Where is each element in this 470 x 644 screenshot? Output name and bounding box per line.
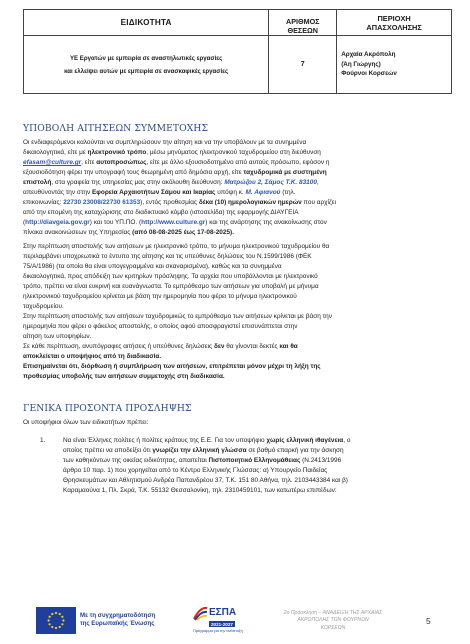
espa-tagline: Πρόγραμμα για την ανάπτυξη [193,629,243,633]
footer-note-line-3: ΚΟΡΣΕΩΝ [320,624,346,631]
header-area-l1: ΠΕΡΙΟΧΗ [377,13,411,23]
p1-line-10: πίνακα ανακοινώσεων της Υπηρεσίας (από 08-08-2025 έως 17-08-2025). [23,229,234,237]
p4-line-2: αποκλείεται ο υποψήφιος από τη διαδικασία. [23,353,162,361]
footer-note [280,610,386,632]
p1-line-9: (http://diavgeia.gov.gr) και του ΥΠ.ΠΟ. (http://www.culture.gr) και της ανάρτησης της ανακοίνωσης στον [23,219,327,227]
header-positions [269,10,337,36]
p2-line-3: 75/Α/1986) (τα οποία θα είναι υπογεγραμμένα και σκαναρισμένα), καθώς και τα συνημμένα [23,263,282,271]
p5-line-1: Επισημαίνεται ότι, διόρθωση ή συμπλήρωση των αιτήσεων, επιτρέπεται μόνον μέχρι τη λήξη της [23,363,321,370]
paragraph-corrections [23,362,449,382]
area-line-2: (Άη Γιώργης) [341,60,381,68]
list-item-body [63,436,449,496]
qualifications-intro [23,418,449,428]
p1-line-1: Οι ενδιαφερόμενοι καλούνται να συμπληρώσουν την αίτηση και να την υποβάλουν με τα συνημμένα [23,139,307,146]
p1-line-6: απευθύνοντάς την στην Εφορεία Αρχαιοτήτων Σάμου και Ικαρίας υπόψη κ. Μ. Αφιανού (τηλ. [23,189,296,197]
p1-line-4: εξουσιοδότηση φέρει την υπογραφή τους θεωρημένη από δημόσια αρχή, είτε ταχυδρομικά με συστημένη [23,169,327,177]
p3-line-3: αίτηση των υποψηφίων. [23,333,92,341]
espa-years: 2021-2027 [211,621,233,627]
page-number: 5 [426,616,431,626]
positions-table [23,9,452,94]
header-area-l2: ΑΠΑΣΧΟΛΗΣΗΣ [366,22,422,32]
p2-line-7: ταχυδρομείου. [23,303,64,311]
eu-flag-icon [36,607,76,634]
header-positions-l1: ΑΡΙΘΜΟΣ [286,17,320,26]
item-line-6: Καραμαούνα 1, Πλ. Σκρά, Τ.Κ. 55132 Θεσσαλονίκη, τηλ. 2310459101, των κατωτέρω επιπέδων: [63,487,337,495]
espa-logo [193,606,243,636]
specialty-line-2: και ελλείψει αυτών με εμπειρία σε ανασκαφικές εργασίες [64,67,229,75]
footer-note-line-2: ΑΚΡΟΠΟΛΗΣ ΤΩΝ ΦΟΥΡΝΩΝ [297,617,369,624]
p1-line-3: efasam@culture.gr, είτε αυτοπροσώπως, είτε με άλλο εξουσιοδοτημένο από αυτούς πρόσωπο, εφόσον η [23,159,330,167]
paragraph-postal-submission [23,312,449,342]
office-address: Ματρώζου 2, Σάμος Τ.Κ. 83100 [224,179,317,187]
paragraph-email-submission [23,242,449,312]
intro-line: Οι υποψήφιοι όλων των ειδικοτήτων πρέπει: [23,419,149,426]
p2-line-5: τρόπο, πρέπει να είναι ευκρινή και ευανάγνωστα. Το εμπρόθεσμο των αιτήσεων για υποβολή με μήνυμα [23,283,319,291]
espa-mark-icon [193,606,208,621]
page-footer [0,598,470,644]
paragraph-unsigned [23,342,449,362]
section-title-applications: ΥΠΟΒΟΛΗ ΑΙΤΗΣΕΩΝ ΣΥΜΜΕΤΟΧΗΣ [23,123,209,134]
p1-line-5: επιστολή, στα γραφεία της υπηρεσίας μας στην ακόλουθη διεύθυνση: Ματρώζου 2, Σάμος Τ.Κ. 83100, [23,179,319,187]
header-specialty: ΕΙΔΙΚΟΤΗΤΑ [24,10,269,36]
email-link[interactable]: efasam@culture.gr [23,159,82,167]
p5-line-2: προθεσμίας υποβολής των αιτήσεων συμμετοχής στη διαδικασία. [23,373,225,381]
list-item-number: 1. [40,437,46,444]
cell-specialty [24,36,269,94]
p2-line-6: ηλεκτρονικού ταχυδρομείου κρίνεται με βάση την ημερομηνία που φέρει το μήνυμα ηλεκτρονικού [23,293,297,301]
eu-stars-icon [36,607,76,634]
p2-line-4: δικαιολογητικά, προς απόδειξη των κριτηρίων πρόσληψης. Τα αρχεία που υποβάλλονται με ηλεκτρονικό [23,273,318,281]
p2-line-2: περιλαμβάνει υποχρεωτικά το έντυπο της αίτησης και τις υπεύθυνες δηλώσεις του Ν.1599/1986 (ΦΕΚ [23,253,312,261]
p1-line-2: δικαιολογητικά, είτε με ηλεκτρονικό τρόπο, μέσω μηνύματος ηλεκτρονικού ταχυδρομείου στη διεύθυνση [23,149,321,157]
p1-line-7: επικοινωνίας: 22730 23008/22730 61353), εντός προθεσμίας δέκα (10) ημερολογιακών ημερών που αρχίζει [23,199,337,207]
culture-link[interactable]: http://www.culture.gr [141,219,206,227]
p3-line-1: Στην περίπτωση αποστολής των αιτήσεων ταχυδρομικώς το εμπρόθεσμο των αιτήσεων κρίνεται με βάση την [23,313,332,320]
section-title-qualifications: ΓΕΝΙΚΑ ΠΡΟΣΟΝΤΑ ΠΡΟΣΛΗΨΗΣ [23,403,192,414]
item-line-1: Να είναι Έλληνες πολίτες ή πολίτες κράτους της Ε.Ε. Για τον υποψήφιο χωρίς ελληνική ιθαγένεια, ο [63,437,351,444]
espa-word: ΕΣΠΑ [209,607,237,618]
item-line-2: οποίος πρέπει να αποδείξει ότι γνωρίζει την ελληνική γλώσσα σε βαθμό επαρκή για την άσκηση [63,447,344,455]
p2-line-1: Στην περίπτωση αποστολής των αιτήσεων με ηλεκτρονικό τρόπο, το μήνυμα ηλεκτρονικού ταχυδρομείου θα [23,243,330,250]
eu-text-line-2: της Ευρωπαϊκής Ένωσης [80,619,155,627]
area-line-3: Φούρνοι Κορσεών [341,70,397,78]
item-line-5: Θρησκευμάτων και Αθλητισμού Ανδρέα Παπανδρέου 37, Τ.Κ. 151 80 Αθήνα, τηλ. 2103443384 και β) [63,477,348,485]
phone-numbers: 22730 23008/22730 61353 [63,199,141,207]
header-area [337,10,452,36]
item-line-3: των καθηκόντων της οικείας ειδικότητας, απαιτείται Πιστοποιητικό Ελληνομάθειας (Ν.2413/1996 [63,457,342,465]
cell-positions: 7 [269,36,337,94]
p1-line-8: από την επομένη της καταχώρισης στο διαδικτυακό κόμβο (ιστοσελίδα) της εφαρμογής ΔΙΑΥΓΕΙΑ [23,209,299,217]
p3-line-2: ημερομηνία που φέρει ο φάκελος αποστολής, ο οποίος αφού αποσφραγιστεί επισυνάπτεται στην [23,323,298,331]
paragraph-submission [23,138,449,238]
area-line-1: Αρχαία Ακρόπολη [341,50,396,58]
footer-note-line-1: 2ο Πρόσκληση – ΑΝΑΔΕΙΞΗ ΤΗΣ ΑΡΧΑΙΑΣ [283,610,383,616]
cell-area [337,36,452,94]
p4-line-1: Σε κάθε περίπτωση, ανυπόγραφες αιτήσεις ή υπεύθυνες δηλώσεις δεν θα γίνονται δεκτές και θα [23,343,298,350]
header-positions-l2: ΘΕΣΕΩΝ [287,25,318,35]
eu-cofunding-text [80,612,155,627]
specialty-line-1: ΥΕ Εργατών με εμπειρία σε αναστηλωτικές εργασίες [69,54,223,62]
eu-text-line-1: Με τη συγχρηματοδότηση [80,612,156,619]
diavgeia-link[interactable]: http://diavgeia.gov.gr [25,219,90,227]
item-line-4: άρθρο 10 παρ. 1) που χορηγείται από το Κέντρο Ελληνικής Γλώσσας: α) Υπουργείο Παιδείας [63,467,328,475]
